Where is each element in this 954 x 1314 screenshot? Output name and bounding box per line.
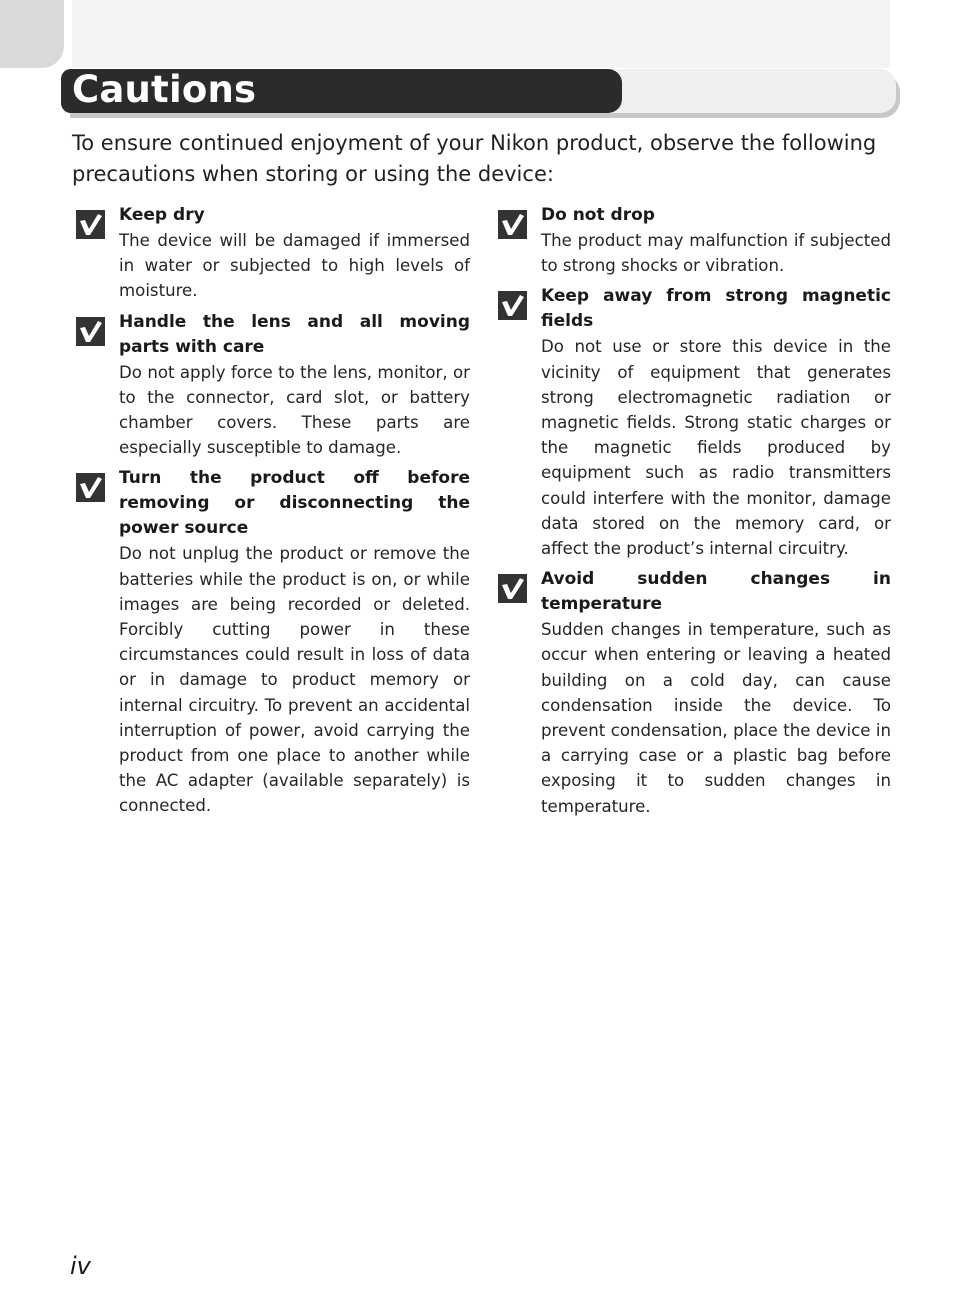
caution-title: Turn the product off before removing or disconnecting the power source (119, 468, 470, 539)
caution-item-keep-dry (76, 203, 470, 304)
caution-title: Avoid sudden changes in temperature (541, 569, 891, 615)
right-column (498, 203, 891, 825)
intro-paragraph: To ensure continued enjoyment of your Nikon product, observe the following precautions when storing or using the device: (72, 131, 877, 186)
left-column (76, 203, 470, 825)
checkmark-box-icon (498, 574, 527, 603)
header-band (72, 0, 890, 68)
caution-title: Keep away from strong magnetic fields (541, 286, 891, 332)
caution-body: Do not use or store this device in the vicinity of equipment that generates strong electromagnetic radiation or magnetic fields. Strong static charges or the magnetic fields produced by equipment such as radio transmitters could interfere with the monitor, damage data stored on the memory card, or affect the product’s internal circuitry. (541, 337, 891, 559)
checkmark-box-icon (76, 210, 105, 239)
checkmark-box-icon (76, 317, 105, 346)
caution-item-magnetic-fields (498, 284, 891, 561)
caution-item-temperature (498, 567, 891, 819)
page-corner-tab (0, 0, 64, 68)
caution-body: Sudden changes in temperature, such as occur when entering or leaving a heated building on a cold day, can cause condensation inside the device. To prevent condensation, place the device in a carrying case or a plastic bag before exposing it to sudden changes in temperature. (541, 620, 891, 816)
page-number: iv (70, 1252, 91, 1280)
caution-body: Do not unplug the product or remove the batteries while the product is on, or while images are being recorded or deleted. Forcibly cutting power in these circumstances could result in loss of data or in damage to product memory or internal circuitry. To prevent an accidental interruption of power, avoid carrying the product from one place to another while the AC adapter (available separately) is connected. (119, 544, 470, 816)
caution-title: Handle the lens and all moving parts with care (119, 311, 470, 357)
caution-body: The device will be damaged if immersed in water or subjected to high levels of moisture. (119, 231, 470, 301)
checkmark-box-icon (498, 291, 527, 320)
caution-title: Keep dry (119, 205, 205, 225)
checkmark-box-icon (498, 210, 527, 239)
caution-title: Do not drop (541, 205, 655, 225)
caution-item-do-not-drop (498, 203, 891, 278)
caution-body: Do not apply force to the lens, monitor, or to the connector, card slot, or battery chamber covers. These parts are especially susceptible to damage. (119, 362, 470, 458)
caution-body: The product may malfunction if subjected to strong shocks or vibration. (541, 231, 891, 276)
checkmark-box-icon (76, 473, 105, 502)
caution-item-handle-lens (76, 310, 470, 461)
page-title: Cautions (72, 68, 257, 111)
caution-item-power-off (76, 466, 470, 818)
